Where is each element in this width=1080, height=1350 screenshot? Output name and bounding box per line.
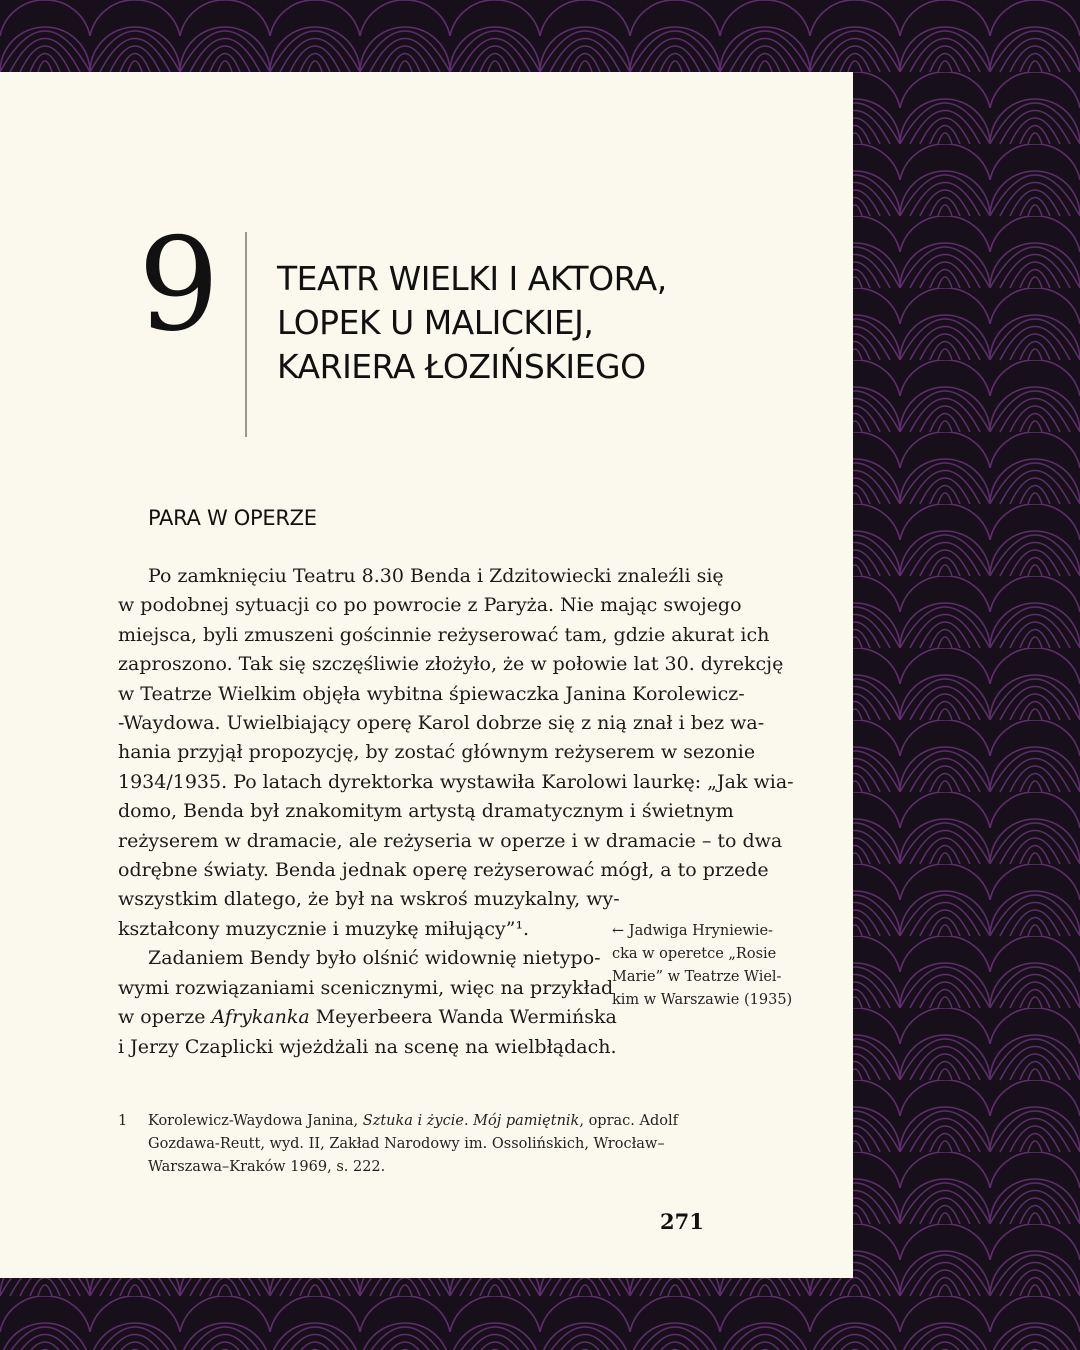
chapter-number: 9 — [138, 211, 220, 360]
body-line: miejsca, byli zmuszeni gościnnie reżyserować tam, gdzie akurat ich — [118, 623, 770, 646]
book-title: Sztuka i życie. Mój pamiętnik — [362, 1113, 580, 1129]
caption-line: Marie” w Teatrze Wiel- — [612, 969, 782, 985]
body-line: w operze Afrykanka Meyerbeera Wanda Wermińska — [118, 1006, 617, 1029]
caption-line: ← Jadwiga Hryniewie- — [612, 923, 773, 939]
footnote-line: Korolewicz-Waydowa Janina, Sztuka i życie. Mój pamiętnik, oprac. Adolf — [148, 1113, 678, 1129]
body-line: odrębne światy. Benda jednak operę reżyserować mógł, a to przede — [118, 859, 769, 882]
footnote-text — [148, 1110, 708, 1179]
opera-title: Afrykanka — [211, 1006, 310, 1029]
footnote-line: Warszawa–Kraków 1969, s. 222. — [148, 1159, 386, 1175]
caption-line: cka w operetce „Rosie — [612, 946, 777, 962]
chapter-title — [277, 257, 797, 389]
body-line: reżyserem w dramacie, ale reżyseria w operze i w dramacie – to dwa — [118, 829, 783, 852]
footnote-number: 1 — [118, 1113, 128, 1129]
chapter-title-line: KARIERA ŁOZIŃSKIEGO — [277, 347, 646, 386]
body-line: wymi rozwiązaniami scenicznymi, więc na przykład — [118, 976, 614, 999]
body-line: 1934/1935. Po latach dyrektorka wystawiła Karolowi laurkę: „Jak wia- — [118, 770, 794, 793]
body-line: Po zamknięciu Teatru 8.30 Benda i Zdzitowiecki znaleźli się — [148, 565, 724, 587]
body-line: -Waydowa. Uwielbiający operę Karol dobrze się z nią znał i bez wa- — [118, 712, 765, 735]
body-line: w Teatrze Wielkim objęła wybitna śpiewaczka Janina Korolewicz- — [118, 682, 745, 705]
body-line: zaproszono. Tak się szczęśliwie złożyło, że w połowie lat 30. dyrekcję — [118, 653, 784, 676]
caption-line: kim w Warszawie (1935) — [612, 992, 793, 1008]
body-line: w podobnej sytuacji co po powrocie z Paryża. Nie mając swojego — [118, 594, 742, 617]
page-number: 271 — [660, 1209, 704, 1234]
photo-caption — [612, 920, 802, 1012]
body-line: kształcony muzycznie i muzykę miłujący”¹. — [118, 917, 530, 940]
body-line: wszystkim dlatego, że był na wskroś muzykalny, wy- — [118, 888, 620, 911]
section-heading: PARA W OPERZE — [148, 506, 317, 530]
chapter-title-line: TEATR WIELKI I AKTORA, — [277, 259, 667, 298]
chapter-divider — [245, 232, 247, 437]
body-line: domo, Benda był znakomitym artystą dramatycznym i świetnym — [118, 800, 734, 823]
body-line: i Jerzy Czaplicki wjeżdżali na scenę na wielbłądach. — [118, 1035, 617, 1058]
chapter-title-line: LOPEK U MALICKIEJ, — [277, 303, 594, 342]
footnote-line: Gozdawa-Reutt, wyd. II, Zakład Narodowy im. Ossolińskich, Wrocław– — [148, 1136, 665, 1152]
body-line: hania przyjął propozycję, by zostać głównym reżyserem w sezonie — [118, 741, 756, 764]
body-line: Zadaniem Bendy było olśnić widownię nietypo- — [148, 947, 601, 970]
book-page — [0, 72, 853, 1278]
